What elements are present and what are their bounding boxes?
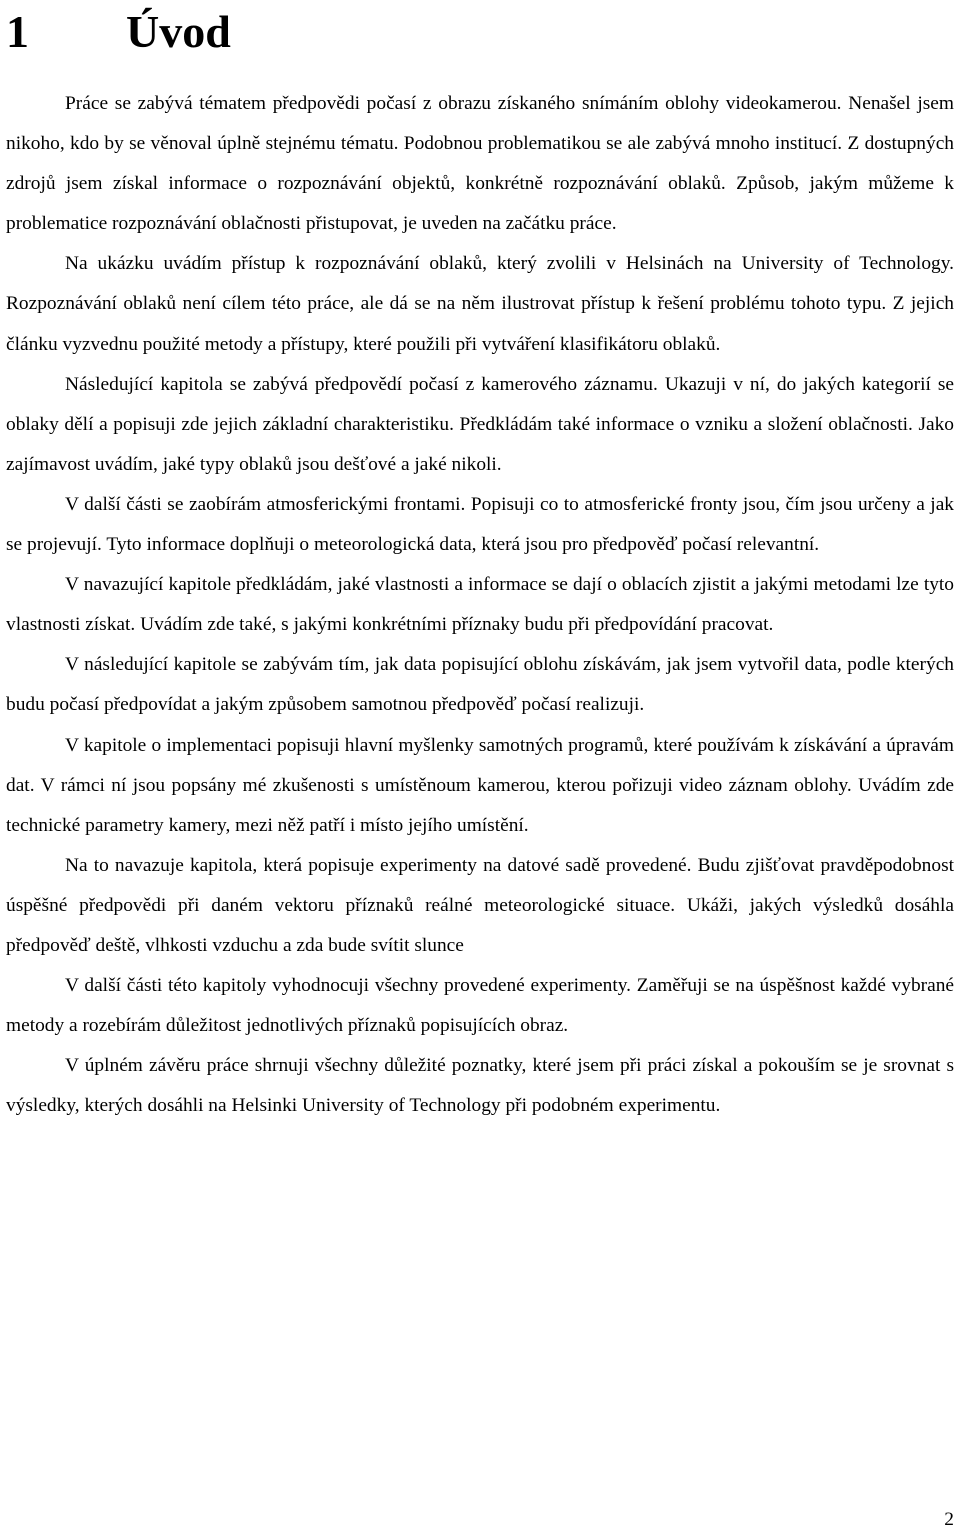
paragraph-data-acquisition: V následující kapitole se zabývám tím, jak data popisující oblohu získávám, jak jsem vytvořil data, podle kterých budu počasí předpovídat a jakým způsobem samotnou předpověď počasí realizuji. — [6, 654, 954, 716]
paragraph-evaluation: V další části této kapitoly vyhodnocuji všechny provedené experimenty. Zaměřuji se na úspěšnost každé vybrané metody a rozebírám důležitost jednotlivých příznaků popisujících obraz. — [6, 975, 954, 1037]
chapter-number: 1 — [6, 6, 29, 57]
paragraph-fronts: V další části se zaobírám atmosferickými frontami. Popisuji co to atmosferické fronty jsou, čím jsou určeny a jak se projevují. Tyto informace doplňuji o meteorologická data, která jsou pro předpověď počasí relevantní. — [6, 493, 954, 556]
paragraph-clouds: Následující kapitola se zabývá předpovědí počasí z kamerového záznamu. Ukazuji v ní, do jakých kategorií se oblaky dělí a popisuji zde jejich základní charakteristiku. Předkládám také informace o vzniku a složení oblačnosti. Jako zajímavost uvádím, jaké typy oblaků jsou dešťové a jaké nikoli. — [6, 373, 954, 475]
chapter-body — [6, 84, 954, 1126]
page-number: 2 — [944, 1509, 954, 1530]
paragraph-experiments: Na to navazuje kapitola, která popisuje experimenty na datové sadě provedené. Budu zjišťovat pravděpodobnost úspěšné předpovědi při daném vektoru příznaků reálné meteorologické situace. Ukáži, jakých výsledků dosáhla předpověď deště, vlhkosti vzduchu a zda bude svítit slunce — [6, 854, 954, 956]
paragraph-implementation: V kapitole o implementaci popisuji hlavní myšlenky samotných programů, které používám k získávání a úpravám dat. V rámci ní jsou popsány mé zkušenosti s umístěnoum kamerou, kterou pořizuji video záznam oblohy. Uvádím zde technické parametry kamery, mezi něž patří i místo jejího umístění. — [6, 734, 954, 836]
paragraph-helsinki-approach: Na ukázku uvádím přístup k rozpoznávání oblaků, který zvolili v Helsinách na University of Technology. Rozpoznávání oblaků není cílem této práce, ale dá se na něm ilustrovat přístup k řešení problému tohoto typu. Z jejich článku vyzvednu použité metody a přístupy, které použili při vytváření klasifikátoru oblaků. — [6, 253, 954, 355]
chapter-title: Úvod — [126, 6, 231, 57]
paragraph-conclusion: V úplném závěru práce shrnuji všechny důležité poznatky, které jsem při práci získal a pokouším se je srovnat s výsledky, kterých dosáhli na Helsinki University of Technology při podobném experimentu. — [6, 1055, 954, 1117]
chapter-heading — [6, 4, 231, 60]
paragraph-intro: Práce se zabývá tématem předpovědi počasí z obrazu získaného snímáním oblohy videokamerou. Nenašel jsem nikoho, kdo by se věnoval úplně stejnému tématu. Podobnou problematikou se ale zabývá mnoho institucí. Z dostupných zdrojů jsem získal informace o rozpoznávání objektů, konkrétně rozpoznávání oblaků. Způsob, jakým můžeme k problematice rozpoznávání oblačnosti přistupovat, je uveden na začátku práce. — [6, 93, 954, 235]
paragraph-features: V navazující kapitole předkládám, jaké vlastnosti a informace se dají o oblacích zjistit a jakými metodami lze tyto vlastnosti získat. Uvádím zde také, s jakými konkrétními příznaky budu při předpovídání pracovat. — [6, 574, 954, 636]
